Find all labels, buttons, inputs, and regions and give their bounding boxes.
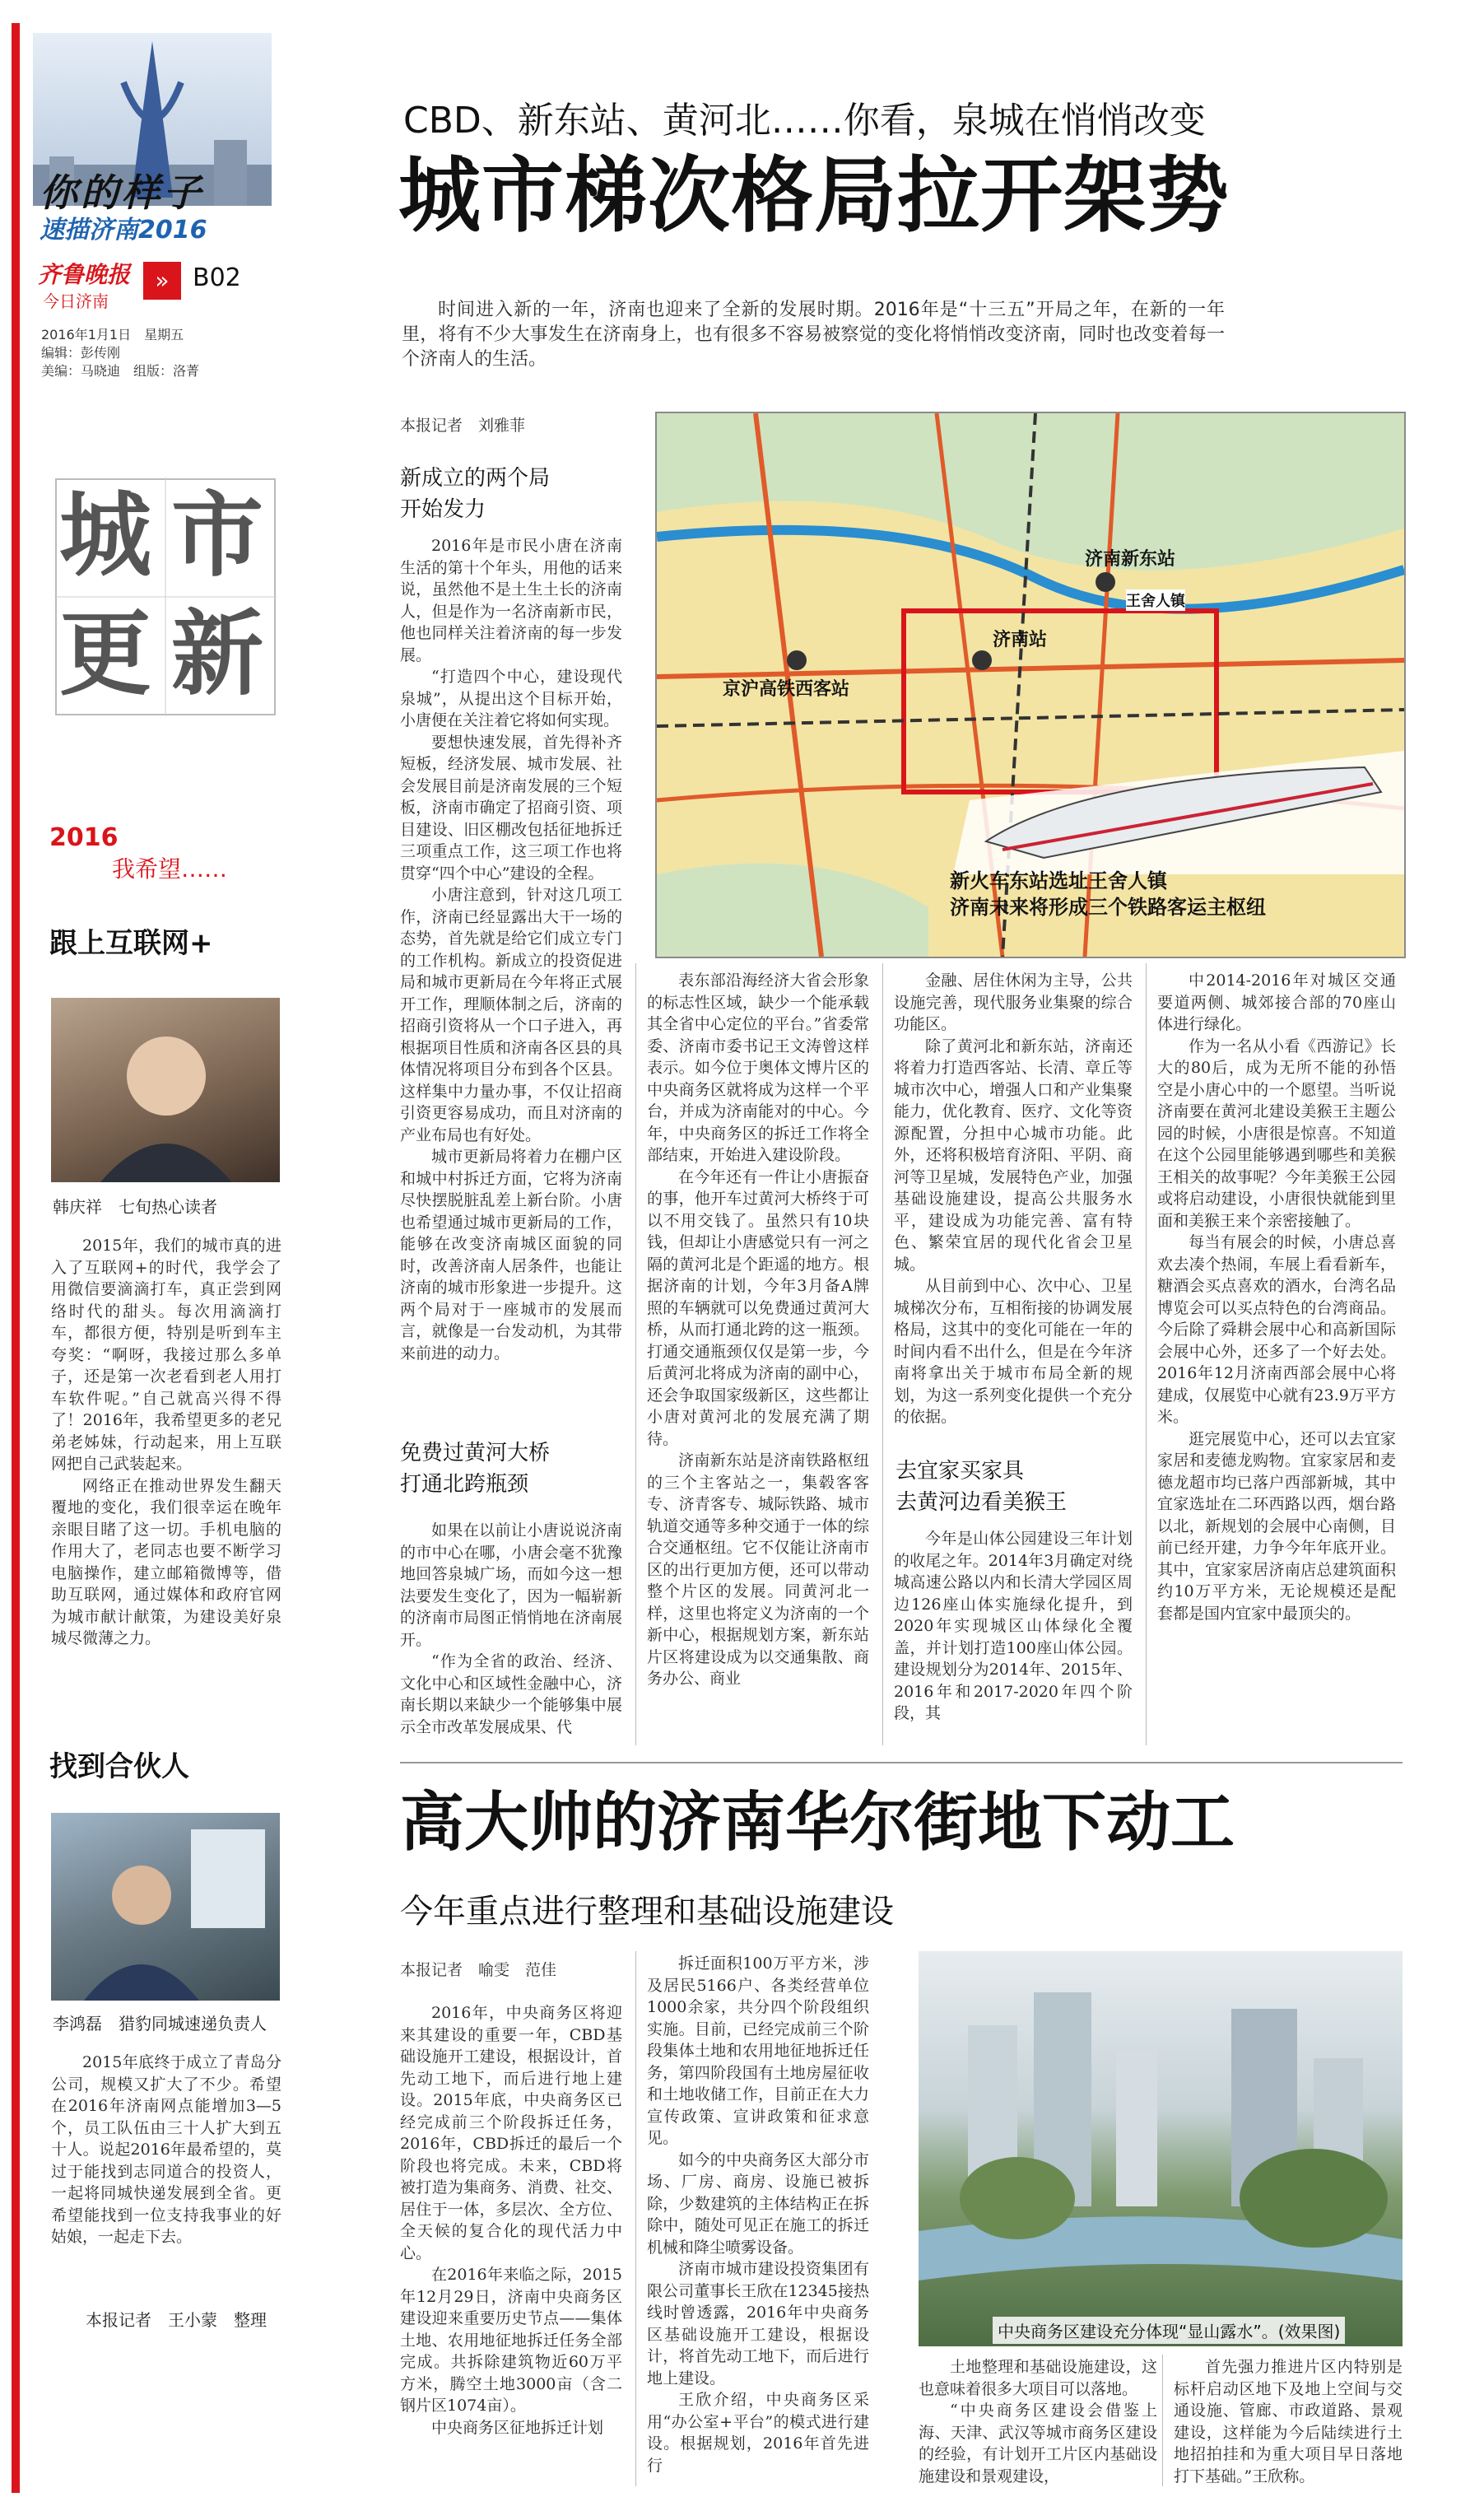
body-para: 作为一名从小看《西游记》长大的80后，成为无所不能的孙悟空是小唐心中的一个愿望。当听说济南要在黄河北建设美猴王主题公园的时候，小唐很是惊喜。不知道在这个公园里能够遇到哪些和美猴王相关的故事呢？今年美猴王公园或将启动建设，小唐很快就能到里面和美猴王来个亲密接触了。 bbox=[1157, 1037, 1396, 1230]
courier-person-icon bbox=[51, 1813, 280, 2001]
body-para: 济南市城市建设投资集团有限公司董事长王欣在12345接热线时曾透露，2016年中央商务区基础设施开工建设，根据设计，将首先动工地下，而后进行地上建设。 bbox=[647, 2260, 869, 2388]
paper-name: 齐鲁晚报 bbox=[38, 261, 131, 288]
body-para: 在今年还有一件让小唐振奋的事，他开车过黄河大桥终于可以不用交钱了。虽然只有10块钱，但却让小唐感觉只有一河之隔的黄河北是个距遥的地方。根据济南的计划，今年3月备A牌照的车辆就可以免费通过黄河大桥，从而打通北跨的这一瓶颈。打通交通瓶颈仅仅是第一步，今后黄河北将成为济南的副中心，还会争取国家级新区，这些都让小唐对黄河北的发展充满了期待。 bbox=[647, 1167, 869, 1448]
series-subtitle: 速描济南2016 bbox=[40, 216, 207, 245]
body-para: 金融、居住休闲为主导，公共设施完善，现代服务业集聚的综合功能区。 bbox=[894, 971, 1133, 1033]
map-label-west-station: 京沪高铁西客站 bbox=[723, 679, 850, 700]
masthead-logo bbox=[33, 33, 272, 247]
subhead-line: 打通北跨瓶颈 bbox=[400, 1472, 529, 1497]
article1-col3b bbox=[894, 1528, 1133, 1725]
sidebar-red-rule bbox=[12, 23, 20, 2493]
sidebar-para: 2015年底终于成立了青岛分公司，规模又扩大了不少。希望在2016年济南网点能增加3—5个，员工队伍由三十人扩大到五十人。说起2016年最希望的，莫过于能找到志同道合的投资人，一起将同城快递发展到全省。更希望能找到一位支持我事业的好姑娘，一起走下去。 bbox=[51, 2053, 281, 2246]
body-para: “打造四个中心，建设现代泉城”，从提出这个目标开始，小唐便在关注着它将如何实现。 bbox=[400, 668, 622, 729]
column-rule bbox=[635, 963, 636, 1745]
series-title: 你的样子 bbox=[40, 170, 204, 215]
article1-headline: 城市梯次格局拉开架势 bbox=[398, 147, 1230, 244]
body-para: 2016年是市民小唐在济南生活的第十个年头，用他的话来说，虽然他不是土生土长的济南人，但是作为一名济南新市民，他也同样关注着济南的每一步发展。 bbox=[400, 537, 622, 664]
cbd-rendering-photo bbox=[919, 1951, 1403, 2346]
person-icon bbox=[51, 998, 280, 1182]
body-para: 小唐注意到，针对这几项工作，济南已经显露出大干一场的态势，首先就是给它们成立专门的工作机构。新成立的投资促进局和城市更新局在今年将正式展开工作，理顺体制之后，济南的招商引资将从一个口子进入，再根据项目性质和济南各区县的具体情况将项目分布到各个区县。这样集中力量办事，不仅让招商引资更容易成功，而且对济南的产业布局也有好处。 bbox=[400, 886, 622, 1144]
article2-byline: 本报记者 喻雯 范佳 bbox=[400, 1961, 557, 1979]
banner-char-4: 新 bbox=[171, 600, 263, 708]
subhead-line: 免费过黄河大桥 bbox=[400, 1441, 551, 1465]
body-para: 首先强力推进片区内特别是标杆启动区地下及地上空间与交通设施、管廊、市政道路、景观建设，这样能为今后陆续进行土地招拍挂和为重大项目早日落地打下基础。”王欣称。 bbox=[1174, 2358, 1403, 2485]
issue-info bbox=[41, 326, 199, 380]
chevron-right-icon: » bbox=[143, 262, 181, 300]
sidebar-heading-2: 找到合伙人 bbox=[49, 1750, 189, 1783]
body-para: 中央商务区征地拆迁计划 bbox=[431, 2418, 604, 2437]
sidebar-wish: 我希望…… bbox=[112, 855, 228, 883]
article2-headline: 高大帅的济南华尔街地下动工 bbox=[400, 1786, 1235, 1860]
body-para: “作为全省的政治、经济、文化中心和区域性金融中心，济南长期以来缺少一个能够集中展示全市改革发展成果、代 bbox=[400, 1652, 622, 1736]
courier-photo bbox=[51, 1813, 280, 2001]
sidebar-text-2 bbox=[51, 2052, 281, 2248]
body-para: 从目前到中心、次中心、卫星城梯次分布，互相衔接的协调发展格局，这其中的变化可能在一年的时间内看不出什么，但是在今年济南将拿出关于城市布局全新的规划，为这一系列变化提供一个充分的依据。 bbox=[894, 1277, 1133, 1426]
banner-char-2: 市 bbox=[171, 482, 263, 589]
section-name: 今日济南 bbox=[43, 291, 109, 311]
body-para: 土地整理和基础设施建设，这也意味着很多大项目可以落地。 bbox=[919, 2358, 1157, 2398]
sidebar-heading-1: 跟上互联网+ bbox=[49, 927, 213, 960]
column-rule bbox=[635, 1951, 636, 2486]
body-para: 济南新东站是济南铁路枢纽的三个主客站之一，集毂客客专、济青客专、城际铁路、城市轨道交通等多种交通于一体的综合交通枢纽。它不仅能让济南市区的出行更加方便，还可以带动整个片区的发展。同黄河北一样，这里也将定义为济南的一个新中心，根据规划方案，新东站片区将建设成为以交通集散、商务办公、商业 bbox=[647, 1451, 869, 1688]
page-code: B02 bbox=[193, 263, 241, 292]
article1-col1b bbox=[400, 1520, 622, 1738]
designer-line: 美编：马晓迪 组版：洛菁 bbox=[41, 363, 200, 379]
column-rule bbox=[1146, 963, 1147, 1745]
article1-subhead-2 bbox=[400, 1437, 550, 1500]
railway-map bbox=[655, 412, 1406, 958]
subhead-line: 去宜家买家具 bbox=[896, 1459, 1025, 1484]
sidebar-credit: 本报记者 王小蒙 整理 bbox=[86, 2310, 267, 2330]
body-para: 今年是山体公园建设三年计划的收尾之年。2014年3月确定对绕城高速公路以内和长清大学园区周边126座山体实施绿化提升，到2020年实现城区山体绿化全覆盖，并计划打造100座山体公园。建设规划分为2014年、2015年、2016年和2017-2020年四个阶段，其 bbox=[894, 1530, 1133, 1722]
subhead-line: 去黄河边看美猴王 bbox=[896, 1490, 1068, 1515]
article1-subhead-3 bbox=[896, 1456, 1067, 1518]
map-caption-2: 济南未来将形成三个铁路客运主枢纽 bbox=[950, 896, 1266, 919]
date-line: 2016年1月1日 星期五 bbox=[41, 327, 184, 342]
body-para: 王欣介绍，中央商务区采用“办公室+平台”的模式进行建设。根据规划，2016年首先进行 bbox=[647, 2391, 869, 2475]
body-para: 每当有展会的时候，小唐总喜欢去凑个热闹，车展上看看新车，糖酒会买点喜欢的酒水，台湾名品博览会可以买点特色的台湾商品。今后除了舜耕会展中心和高新国际会展中心外，还多了一个好去处。2016年12月济南西部会展中心将建成，仅展览中心就有23.9万平方米。 bbox=[1157, 1233, 1396, 1426]
sidebar-year: 2016 bbox=[49, 823, 119, 852]
sidebar-para: 2015年，我们的城市真的进入了互联网+的时代，我学会了用微信要滴滴打车，真正尝到网络时代的甜头。每次用滴滴打车，都很方便，特别是听到车主夸奖：“啊呀，我接过那么多单子，还是第一次老看到老人用打车软件呢。”自己就高兴得不得了！2016年，我希望更多的老兄弟老姊妹，行动起来，用上互联网把自己武装起来。 bbox=[51, 1237, 281, 1473]
paper-brand bbox=[38, 257, 285, 314]
article1-col2 bbox=[647, 970, 869, 1690]
column-rule bbox=[1162, 2355, 1163, 2486]
section-divider bbox=[400, 1762, 1403, 1763]
body-para: 逛完展览中心，还可以去宜家家居和麦德龙购物。宜家家居和麦德龙超市均已落户西部新城，其中宜家选址在二环西路以西，烟台路以北，新规划的会展中心南侧，目前已经开建，力争今年年底开业。其中，宜家家居济南店总建筑面积约10万平方米，无论规模还是配套都是国内宜家中最顶尖的。 bbox=[1157, 1429, 1396, 1623]
article1-col4 bbox=[1157, 970, 1396, 1624]
article2-col2 bbox=[647, 1953, 869, 2476]
body-para: “中央商务区建设会借鉴上海、天津、武汉等城市商务区建设的经验，有计划开工片区内基础设施建设和景观建设， bbox=[919, 2402, 1157, 2485]
article1-kicker: CBD、新东站、黄河北……你看，泉城在悄悄改变 bbox=[403, 100, 1206, 142]
banner-char-3: 更 bbox=[59, 600, 151, 708]
editor-line: 编辑：彭传刚 bbox=[41, 345, 121, 361]
banner-char-1: 城 bbox=[59, 482, 151, 589]
column-rule bbox=[882, 963, 883, 1745]
article1-col3 bbox=[894, 970, 1133, 1428]
body-para: 城市更新局将着力在棚户区和城中村拆迁方面，它将为济南尽快摆脱脏乱差上新台阶。小唐也希望通过城市更新局的工作，能够在改变济南城区面貌的同时，改善济南人居条件，也能让济南的城市形象进一步提升。这两个局对于一座城市的发展而言，就像是一台发动机，为其带来前进的动力。 bbox=[400, 1148, 622, 1363]
body-para: 在2016年来临之际，2015年12月29日，济南中央商务区建设迎来重要历史节点——集体土地、农用地征地拆迁任务全部完成。共拆除建筑物近60万平方米，腾空土地3000亩（含二钢片区1074亩）。 bbox=[400, 2266, 622, 2415]
article1-subhead-1 bbox=[400, 463, 550, 525]
cbd-photo-caption: 中央商务区建设充分体现“显山露水”。(效果图) bbox=[993, 2317, 1345, 2344]
body-para: 中2014-2016年对城区交通要道两侧、城郊接合部的70座山体进行绿化。 bbox=[1157, 971, 1396, 1033]
map-label-jinan-station: 济南站 bbox=[993, 630, 1048, 650]
body-para: 要想快速发展，首先得补齐短板，经济发展、城市发展、社会发展目前是济南发展的三个短板，济南市确定了招商引资、项目建设、旧区棚改包括征地拆迁三项重点工作，这三项工作也将贯穿“四个中心”建设的全程。 bbox=[400, 733, 622, 883]
lead-paragraph: 时间进入新的一年，济南也迎来了全新的发展时期。2016年是“十三五”开局之年，在新的一年里，将有不少大事发生在济南身上，也有很多不容易被察觉的变化将悄悄改变济南，同时也改变着每一个济南人的生活。 bbox=[402, 300, 1225, 370]
map-caption-1: 新火车东站选址王舍人镇 bbox=[950, 869, 1167, 892]
map-label-wangshe: 王舍人镇 bbox=[1126, 589, 1185, 611]
column-banner bbox=[54, 478, 277, 716]
sidebar-para: 网络正在推动世界发生翻天覆地的变化，我们很幸运在晚年亲眼目睹了这一切。手机电脑的作用大了，老同志也要不断学习电脑操作，建立邮箱微博等，借助互联网，通过媒体和政府官网为城市献计献策，为建设美好泉城尽微薄之力。 bbox=[51, 1476, 281, 1647]
article1-byline: 本报记者 刘雅菲 bbox=[400, 417, 526, 435]
body-para: 如今的中央商务区大部分市场、厂房、商房、设施已被拆除，少数建筑的主体结构正在拆除中，随处可见正在施工的拆迁机械和降尘喷雾设备。 bbox=[647, 2150, 869, 2257]
article2-col3 bbox=[919, 2356, 1157, 2487]
article2-subtitle: 今年重点进行整理和基础设施建设 bbox=[400, 1893, 894, 1931]
article1-col1 bbox=[400, 535, 622, 1364]
reader-portrait-photo bbox=[51, 998, 280, 1182]
cbd-skyline-graphic bbox=[919, 1951, 1403, 2346]
body-para: 拆迁面积100万平方米，涉及居民5166户、各类经营单位1000余家，共分四个阶段组织实施。目前，已经完成前三个阶段集体土地和农用地征地拆迁任务，第四阶段国有土地房屋征收和土地收储工作，目前正在大力宣传政策、宣讲政策和征求意见。 bbox=[647, 1954, 869, 2147]
reader-caption: 韩庆祥 七旬热心读者 bbox=[53, 1197, 217, 1217]
courier-caption: 李鸿磊 猎豹同城速递负责人 bbox=[53, 2014, 267, 2033]
subhead-line: 新成立的两个局 bbox=[400, 466, 551, 491]
article2-col4 bbox=[1174, 2356, 1403, 2487]
map-label-new-east-station: 济南新东站 bbox=[1085, 549, 1176, 570]
body-para: 2016年，中央商务区将迎来其建设的重要一年，CBD基础设施开工建设，根据设计，首先动工地下，而后进行地上建设。2015年底，中央商务区已经完成前三个阶段拆迁任务，2016年，CBD拆迁的最后一个阶段也将完成。未来，CBD将被打造为集商务、消费、社交、居住于一体，多层次、全方位、全天候的复合化的现代活力中心。 bbox=[400, 2004, 622, 2262]
article1-lead bbox=[402, 298, 1225, 372]
body-para: 表东部沿海经济大省会形象的标志性区域，缺少一个能承载其全省中心定位的平台。”省委常委、济南市委书记王文涛曾这样表示。如今位于奥体文博片区的中央商务区就将成为这样一个平台，并成为济南能对的中心。今年，中央商务区的拆迁工作将全部结束，开始进入建设阶段。 bbox=[647, 971, 869, 1164]
subhead-line: 开始发力 bbox=[400, 497, 486, 522]
article2-col1 bbox=[400, 2002, 622, 2439]
body-para: 如果在以前让小唐说说济南的市中心在哪，小唐会毫不犹豫地回答泉城广场，而如今这一想法要发生变化了，因为一幅崭新的济南市局图正悄悄地在济南展开。 bbox=[400, 1521, 622, 1649]
sidebar-text-1 bbox=[51, 1235, 281, 1650]
body-para: 除了黄河北和新东站，济南还将着力打造西客站、长清、章丘等城市次中心，增强人口和产业集聚能力，优化教育、医疗、文化等资源配置，分担中心城市功能。此外，还将积极培育济阳、平阴、商河等卫星城，发展特色产业，加强基础设施建设，提高公共服务水平，建设成为功能完善、富有特色、繁荣宜居的现代化省会卫星城。 bbox=[894, 1037, 1133, 1274]
